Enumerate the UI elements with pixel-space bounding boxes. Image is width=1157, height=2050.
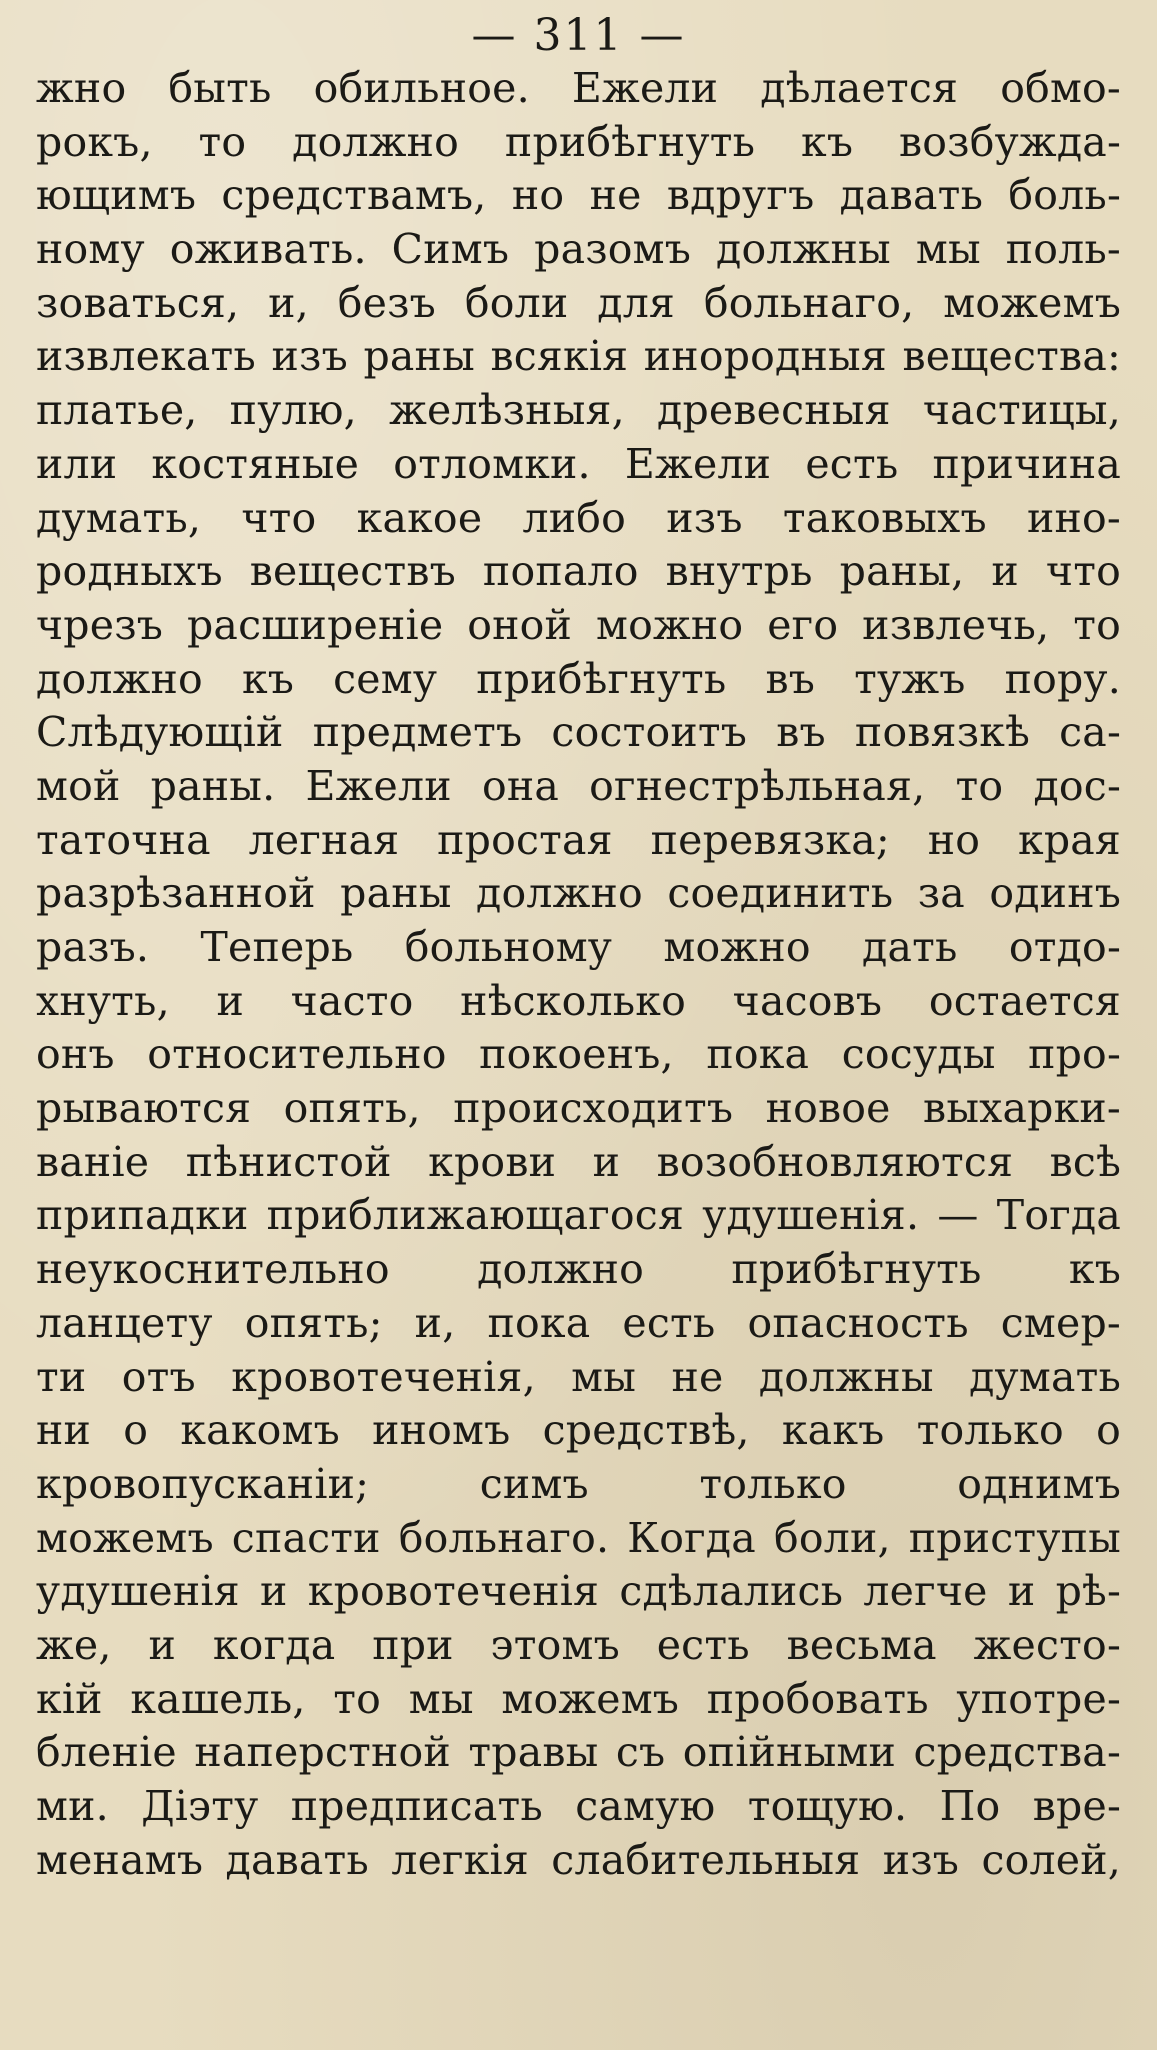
text-line: ному оживать. Симъ разомъ должны мы поль-: [36, 225, 1121, 274]
body-text: [36, 62, 1121, 1887]
text-line: рываются опять, происходитъ новое выхарки-: [36, 1084, 1121, 1133]
text-line: ваніе пѣнистой крови и возобновляются всѣ: [36, 1137, 1121, 1186]
text-line: менамъ давать легкія слабительныя изъ солей,: [36, 1835, 1121, 1884]
text-line: ни о какомъ иномъ средствѣ, какъ только о: [36, 1406, 1121, 1455]
text-line: чрезъ расширеніе оной можно его извлечь, то: [36, 600, 1121, 649]
text-line: или костяные отломки. Ежели есть причина: [36, 439, 1121, 488]
text-line: разрѣзанной раны должно соединить за одинъ: [36, 869, 1121, 918]
text-line: родныхъ веществъ попало внутрь раны, и что: [36, 547, 1121, 596]
text-line: ющимъ средствамъ, но не вдругъ давать боль-: [36, 171, 1121, 220]
text-line: же, и когда при этомъ есть весьма жесто-: [36, 1620, 1121, 1669]
text-line: извлекать изъ раны всякія инородныя вещества:: [36, 332, 1121, 381]
text-line: платье, пулю, желѣзныя, древесныя частицы,: [36, 386, 1121, 435]
book-page: [36, 0, 1121, 2050]
text-line: разъ. Теперь больному можно дать отдо-: [36, 923, 1121, 971]
text-line: неукоснительно должно прибѣгнуть къ: [36, 1245, 1121, 1294]
text-line: должно къ сему прибѣгнуть въ тужъ пору.: [36, 654, 1121, 703]
text-line: хнуть, и часто нѣсколько часовъ остается: [36, 976, 1121, 1025]
text-line: мой раны. Ежели она огнестрѣльная, то дос-: [36, 761, 1121, 810]
text-line: таточна легная простая перевязка; но края: [36, 815, 1121, 864]
text-line: бленіе наперстной травы съ опійными средства-: [36, 1728, 1121, 1777]
text-line: рокъ, то должно прибѣгнуть къ возбужда-: [36, 117, 1121, 166]
text-line: жно быть обильное. Ежели дѣлается обмо-: [36, 64, 1121, 112]
text-line: можемъ спасти больнаго. Когда боли, приступы: [36, 1513, 1121, 1562]
text-line: кій кашель, то мы можемъ пробовать употре-: [36, 1674, 1121, 1723]
text-line: удушенія и кровотеченія сдѣлались легче и рѣ-: [36, 1567, 1121, 1616]
text-line: зоваться, и, безъ боли для больнаго, можемъ: [36, 278, 1121, 327]
text-line: онъ относительно покоенъ, пока сосуды про-: [36, 1030, 1121, 1079]
page-number: — 311 —: [471, 10, 686, 61]
text-line: припадки приближающагося удушенія. — Тогда: [36, 1191, 1121, 1240]
text-line: ти отъ кровотеченія, мы не должны думать: [36, 1352, 1121, 1401]
text-line: думать, что какое либо изъ таковыхъ ино-: [36, 493, 1121, 542]
text-line: Слѣдующій предметъ состоитъ въ повязкѣ са-: [36, 708, 1121, 757]
text-line: кровопусканіи; симъ только однимъ: [36, 1459, 1121, 1508]
text-line: ланцету опять; и, пока есть опасность смер-: [36, 1298, 1121, 1347]
text-line: ми. Діэту предписать самую тощую. По вре-: [36, 1782, 1121, 1830]
